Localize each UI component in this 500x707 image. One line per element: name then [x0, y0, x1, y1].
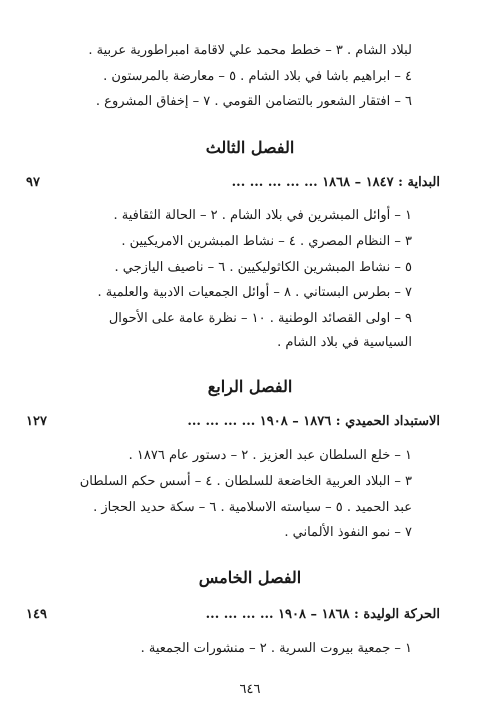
- chapter-5-line-1: ١ – جمعية بيروت السرية . ٢ – منشورات الجمعية .: [140, 641, 412, 656]
- chapter-4-page-number: ١٢٧: [26, 414, 47, 429]
- chapter-4-line-3: عبد الحميد . ٥ – سياسته الاسلامية . ٦ – سكة حديد الحجاز .: [93, 500, 412, 515]
- page-number-footer: ٦٤٦: [239, 682, 261, 697]
- chapter-4-line-1: ١ – خلع السلطان عبد العزيز . ٢ – دستور عام ١٨٧٦ .: [128, 448, 412, 463]
- chapter-3-line-5: ٩ – اولى القصائد الوطنية . ١٠ – نظرة عامة على الأحوال: [108, 311, 412, 326]
- chapter-4-toc-title: الاستبداد الحميدي : ١٨٧٦ – ١٩٠٨ ... ... ... ...: [187, 414, 440, 429]
- chapter-4-line-2: ٣ – البلاد العربية الخاضعة للسلطان . ٤ – أسس حكم السلطان: [79, 474, 412, 489]
- chapter-3-toc-title: البداية : ١٨٤٧ – ١٨٦٨ ... ... ... ... ...: [231, 175, 440, 190]
- intro-line-3: ٦ – افتقار الشعور بالتضامن القومي . ٧ – إخفاق المشروع .: [95, 94, 412, 109]
- chapter-3-page-number: ٩٧: [26, 175, 40, 190]
- chapter-3-line-1: ١ – أوائل المبشرين في بلاد الشام . ٢ – الحالة الثقافية .: [113, 208, 412, 223]
- chapter-5-toc-title: الحركة الوليدة : ١٨٦٨ – ١٩٠٨ ... ... ... ...: [205, 607, 440, 622]
- chapter-4-line-4: ٧ – نمو النفوذ الألماني .: [284, 525, 412, 540]
- intro-line-1: لبلاد الشام . ٣ – خطط محمد علي لاقامة امبراطورية عربية .: [88, 43, 412, 58]
- chapter-5-heading: الفصل الخامس: [198, 568, 302, 587]
- chapter-3-line-3: ٥ – نشاط المبشرين الكاثوليكيين . ٦ – ناصيف اليازجي .: [114, 260, 412, 275]
- chapter-5-toc-row: [26, 604, 440, 626]
- chapter-5-page-number: ١٤٩: [26, 607, 47, 622]
- chapter-3-line-6: السياسية في بلاد الشام .: [277, 335, 412, 350]
- chapter-3-line-2: ٣ – النظام المصري . ٤ – نشاط المبشرين الامريكيين .: [121, 234, 412, 249]
- chapter-4-heading: الفصل الرابع: [207, 377, 293, 396]
- chapter-3-toc-row: [26, 172, 440, 194]
- chapter-4-toc-row: [26, 411, 440, 433]
- chapter-3-line-4: ٧ – بطرس البستاني . ٨ – أوائل الجمعيات الادبية والعلمية .: [97, 285, 412, 300]
- intro-line-2: ٤ – ابراهيم باشا في بلاد الشام . ٥ – معارضة بالمرستون .: [103, 69, 412, 84]
- chapter-3-heading: الفصل الثالث: [205, 138, 295, 157]
